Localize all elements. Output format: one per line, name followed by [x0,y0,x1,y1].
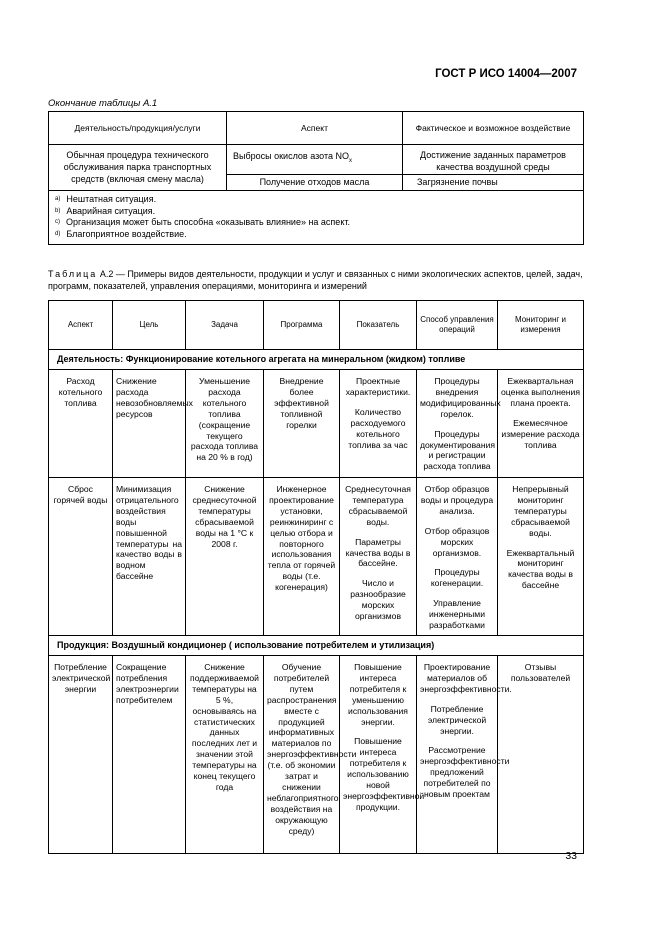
table2 [48,300,584,854]
table2-cell-paragraph: Управление инженерными разработками [428,598,485,631]
table2-cell-paragraph: Минимизация отрицательного воздействия воды повышенной температуры на качество воды в водном бассейне [116,484,182,582]
table2-row [49,478,584,636]
table2-cell-paragraph: Потребление электрической энергии [52,662,111,694]
table2-cell [264,478,340,636]
table1-aspect-cell: Выбросы окислов азота $NO_x$ [227,145,403,175]
table2-cell-paragraph: Процедуры когенерации. [430,567,484,589]
table2-cell-paragraph: Снижение расхода невозобновляемых ресурсов [116,376,193,419]
table2-cell-paragraph: Снижение поддерживаемой температуры на 5 %, основываясь на статистических данных последних лет и значении этой температуры на конец текущего года [190,662,259,792]
table2-header-cell: Аспект [49,301,113,350]
table2-caption [48,268,588,292]
table2-header-cell: Программа [264,301,340,350]
table2-cell [186,656,264,854]
table2-cell-paragraph: Снижение среднесуточной температуры сбрасываемой воды на 1 °С к 2008 г. [192,484,257,549]
table2-cell-paragraph: Отбор образцов морских организмов. [424,525,490,558]
table2-cell-paragraph: Ежеквартальный мониторинг качества воды в бассейне [506,547,575,591]
table2-row [49,370,584,478]
table2-cell [113,656,186,854]
table2-header-cell: Цель [113,301,186,350]
table1-note: $^{d)}$ Благоприятное воздействие. [55,228,187,239]
table2-cell-paragraph: Проектные характеристики. [345,376,411,397]
table1-note: $^{a)}$ Нештатная ситуация. [55,194,157,204]
table1-header-aspect: Аспект [227,112,403,145]
table2-cell-paragraph: Количество расходуемого котельного топлива за час [348,406,408,450]
table2-cell-paragraph: Уменьшение расхода котельного топлива (сокращение текущего расхода топлива на 20 % в год) [190,376,259,463]
table2-caption-label: Таблица [48,269,98,279]
table2-header-cell: Мониторинг и измерения [498,301,584,350]
table2-cell-paragraph: Расход котельного топлива [58,376,103,408]
page-number: 33 [565,850,577,862]
table2-cell-paragraph: Проектирование материалов об энергоэффективности. [420,662,512,694]
table2-cell [417,370,501,478]
table2-cell-paragraph: Отзывы пользователей [510,662,571,683]
table2-cell-paragraph: Процедуры документирования и регистрации расхода топлива [420,428,496,472]
table2-cell-paragraph: Ежемесячное измерение расхода топлива [501,417,580,450]
table2-cell [417,656,512,854]
table1-impact-cell: Достижение заданных параметров качества воздушной среды [403,145,584,175]
table1-note: $^{b)}$ Аварийная ситуация. [55,205,156,216]
table2-section-title: Продукция: Воздушный кондиционер ( использование потребителем и утилизация) [49,636,584,656]
table1-activity-cell: Обычная процедура технического обслуживания парка транспортных средств (включая смену масла) [49,145,227,191]
table2-cell [340,370,417,478]
table2-cell [498,370,584,478]
table2-section-title: Деятельность: Функционирование котельного агрегата на минеральном (жидком) топливе [49,350,584,370]
table2-header-cell: Задача [186,301,264,350]
table1-note: $^{c)}$ Организация может быть способна «оказывать влияние» на аспект. [55,217,350,227]
table2-cell-paragraph: Потребление электрической энергии. [427,703,487,736]
table2-cell-paragraph: Непрерывный мониторинг температуры сбрасываемой воды. [511,484,570,538]
table2-cell-paragraph: Сброс горячей воды [53,484,108,505]
table2-cell [186,478,264,636]
table2-cell-paragraph: Повышение интереса потребителя к уменьшению использования энергии. [348,662,408,727]
table2-cell [49,656,113,854]
table2-cell [49,478,113,636]
table2-cell [113,478,186,636]
table2-cell [264,656,357,854]
table1-impact-cell: Загрязнение почвы [403,175,584,191]
table2-cell [498,478,584,636]
table2-cell-paragraph: Обучение потребителей путем распространения вместе с продукцией информативных материалов по энергоэффективности (т.е. об экономии затрат и снижении неблагоприятного воздействия на окружающую среду) [267,662,357,836]
table2-section-row [49,350,584,370]
table2-cell [186,370,264,478]
table2-header-cell: Показатель [340,301,417,350]
table2-cell-paragraph: Ежеквартальная оценка выполнения плана проекта. [501,376,580,408]
table2-cell [264,370,340,478]
table2-cell-paragraph: Рассмотрение энергоэффективности предложений потребителей по новым проектам [420,745,510,800]
table1 [48,111,584,245]
table2-cell-paragraph: Среднесуточная температура сбрасываемой воды. [345,484,411,527]
table2-cell-paragraph: Параметры качества воды в бассейне. [345,536,411,569]
table2-caption-text: А.2 — Примеры видов деятельности, продукции и услуг и связанных с ними экологических аспектов, целей, задач, программ, показателей, управления операциями, мониторинга и измерений [48,269,583,291]
table1-notes [49,191,584,245]
table2-cell-paragraph: Повышение интереса потребителя к использованию новой энергоэффективной продукции. [343,736,425,812]
table1-aspect-cell: Получение отходов масла [227,175,403,191]
table2-cell-paragraph: Процедуры внедрения модифицированных горелок. [420,376,501,419]
table1-header-activity: Деятельность/продукция/услуги [49,112,227,145]
table2-section-row [49,636,584,656]
table2-cell-paragraph: Внедрение более эффективной топливной горелки [274,376,329,430]
table2-cell [417,478,498,636]
table2-row [49,656,584,854]
table2-header-cell: Способ управления операций [417,301,498,350]
table2-cell-paragraph: Инженерное проектирование установки, реинжиниринг с целью отбора и повторного использования тепла от горячей воды (т.е. когенерация) [267,484,336,593]
table2-cell-paragraph: Число и разнообразие морских организмов [350,578,406,622]
table2-cell-paragraph: Сокращение потребления электроэнергии потребителем [116,662,179,705]
table1-header-impact: Фактическое и возможное воздействие [403,112,584,145]
table2-cell [113,370,193,478]
table2-cell-paragraph: Отбор образцов воды и процедура анализа. [420,484,494,516]
table1-caption: Окончание таблицы А.1 [48,98,158,109]
document-header-title: ГОСТ Р ИСО 14004—2007 [435,68,577,80]
table2-cell [49,370,113,478]
table2-cell [340,478,417,636]
